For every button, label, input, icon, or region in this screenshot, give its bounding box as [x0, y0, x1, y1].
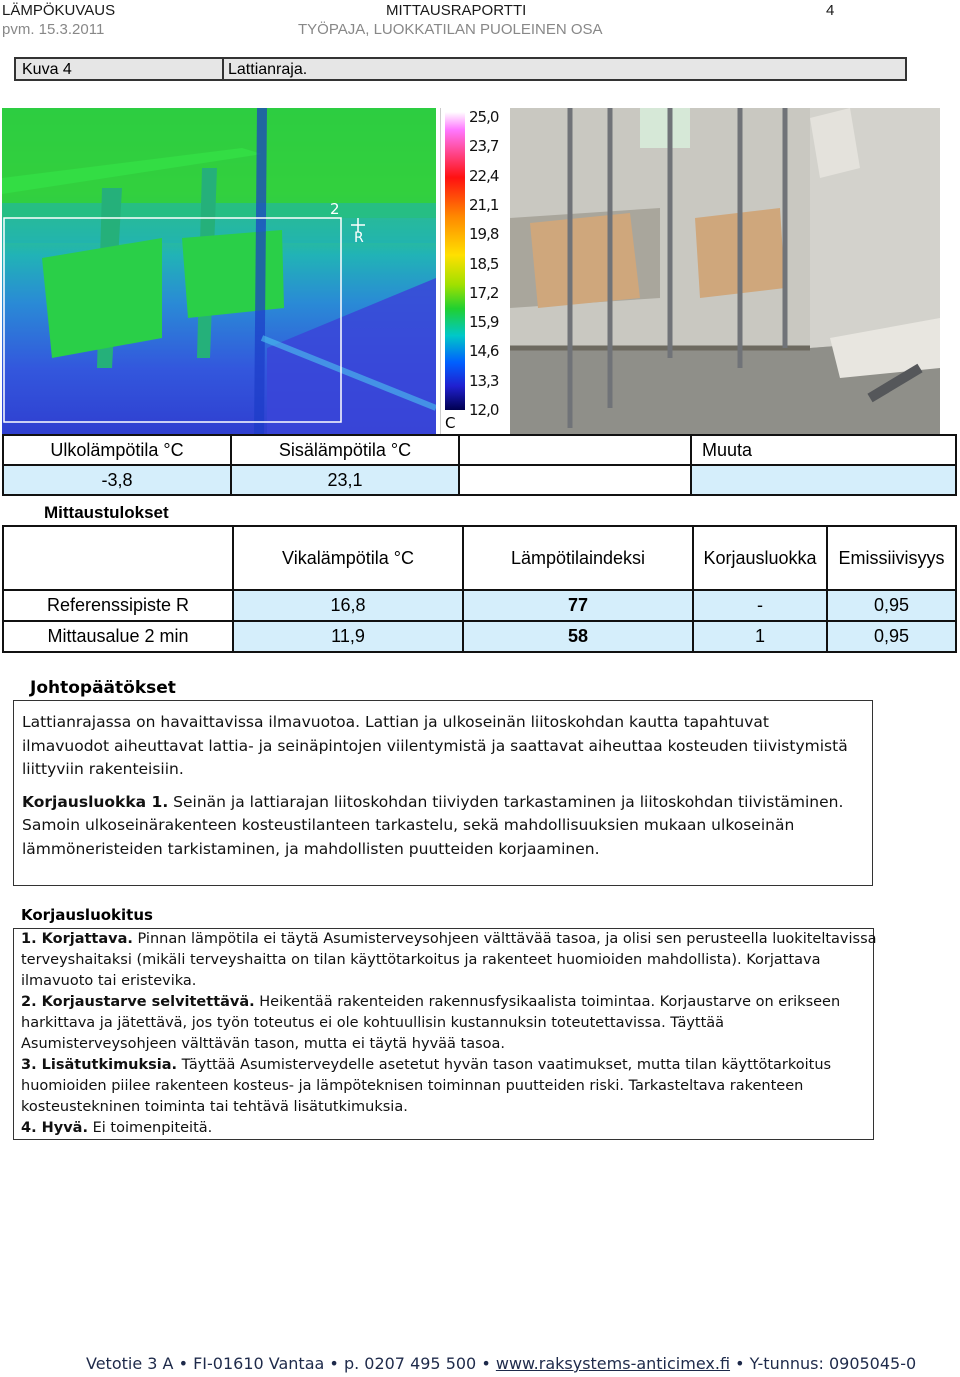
- conclusion-line: ilmavuodot aiheuttavat lattia- ja seinäpintojen viilentymistä ja saattavat aiheuttaa kosteuden tiivistymistä: [22, 736, 848, 755]
- caption-divider: [222, 59, 224, 79]
- repair-class-label: Korjausluokka 1.: [22, 792, 169, 811]
- conclusion-line: Lattianrajassa on havaittavissa ilmavuotoa. Lattian ja ulkoseinän liitoskohdan kautta tapahtuvat: [22, 713, 769, 731]
- footer-bullet: •: [481, 1354, 491, 1373]
- results-table: [2, 525, 957, 653]
- outdoor-temp-value: -3,8: [3, 465, 231, 495]
- color-scale-bar: [445, 112, 465, 410]
- class-line: huomioiden piilee rakenteen kosteus- ja lämpöteknisen toiminnan puutteiden riski. Tarkasteltava rakenteen: [21, 1078, 804, 1094]
- class-3-label: 3. Lisätutkimuksia.: [21, 1057, 178, 1073]
- report-subtitle: TYÖPAJA, LUOKKATILAN PUOLEINEN OSA: [298, 21, 603, 38]
- empty-header-cell: [459, 435, 691, 465]
- outdoor-temp-header: Ulkolämpötila °C: [3, 435, 231, 465]
- page-number: 4: [826, 2, 835, 19]
- reference-photo: [510, 108, 940, 434]
- class-2-label: 2. Korjaustarve selvitettävä.: [21, 994, 255, 1010]
- footer-bullet: •: [735, 1354, 745, 1373]
- indoor-temp-value: 23,1: [231, 465, 459, 495]
- table-row: [3, 590, 956, 621]
- scale-tick-label: 14,6: [469, 342, 499, 361]
- row-name: Mittausalue 2 min: [3, 621, 233, 652]
- other-header: Muuta: [691, 435, 956, 465]
- footer-bullet: •: [329, 1354, 339, 1373]
- scale-tick-label: 13,3: [469, 371, 499, 390]
- figure-caption: [14, 57, 907, 81]
- temp-index-value: 58: [463, 621, 693, 652]
- reference-photo-graphic: [510, 108, 940, 434]
- conclusion-line: liittyviin rakenteisiin.: [22, 760, 184, 778]
- footer-business-id: Y-tunnus: 0905045-0: [749, 1354, 917, 1373]
- emissivity-value: 0,95: [827, 590, 956, 621]
- row-name: Referenssipiste R: [3, 590, 233, 621]
- scale-tick-label: 22,4: [469, 166, 499, 185]
- class-line: Pinnan lämpötila ei täytä Asumisterveysohjeen välttävää tasoa, ja olisi sen perusteella luokiteltavissa: [132, 931, 877, 947]
- results-corner-cell: [3, 526, 233, 590]
- class-line: harkittava ja jätettävä, jos työn toteutus ei ole kohtuullisin kustannuksin toteutettavissa. Täyttää: [21, 1015, 725, 1031]
- results-title: Mittaustulokset: [44, 503, 169, 522]
- classification-title: Korjausluokitus: [21, 906, 153, 924]
- footer-bullet: •: [178, 1354, 188, 1373]
- class-line: Asumisterveysohjeen välttävän tason, mutta ei täytä hyvää tasoa.: [21, 1036, 506, 1052]
- footer-address: Vetotie 3 A: [86, 1354, 174, 1373]
- fault-temp-value: 16,8: [233, 590, 463, 621]
- empty-value-cell: [459, 465, 691, 495]
- footer: [86, 1354, 916, 1373]
- class-line: kosteustekninen toiminta tai tehtävä lisätutkimuksia.: [21, 1099, 408, 1115]
- indoor-temp-header: Sisälämpötila °C: [231, 435, 459, 465]
- scale-tick-label: 15,9: [469, 313, 499, 332]
- scale-tick-label: 21,1: [469, 195, 499, 214]
- temperature-scale: [440, 108, 509, 434]
- scale-tick-label: 25,0: [469, 108, 499, 126]
- repair-class-value: 1: [693, 621, 827, 652]
- fault-temp-header: Vikalämpötila °C: [233, 526, 463, 590]
- conclusions-box: [13, 700, 873, 886]
- thermal-image: [2, 108, 436, 434]
- conclusions-text: [22, 711, 848, 861]
- classification-box: [13, 928, 877, 1140]
- repair-class-value: -: [693, 590, 827, 621]
- class-line: terveyshaitaksi (mikäli terveyshaitta on tilan käyttötarkoitus ja rakenteet huomioiden mahdollista). Korjattava: [21, 952, 821, 968]
- scale-tick-label: 17,2: [469, 283, 499, 302]
- other-value: [691, 465, 956, 495]
- emissivity-header: Emissiivisyys: [827, 526, 956, 590]
- thermal-image-graphic: [2, 108, 436, 434]
- footer-phone: p. 0207 495 500: [343, 1354, 477, 1373]
- footer-city: FI-01610 Vantaa: [193, 1354, 325, 1373]
- marker-r-label: R: [354, 230, 364, 246]
- marker-2-label: 2: [330, 200, 340, 218]
- temp-index-header: Lämpötilaindeksi: [463, 526, 693, 590]
- classification-text: [21, 929, 877, 1139]
- conclusion-line: Seinän ja lattiarajan liitoskohdan tiiviyden tarkastaminen ja liitoskohdan tiivistäminen.: [168, 792, 844, 811]
- report-title: MITTAUSRAPORTTI: [386, 2, 527, 19]
- class-line: Ei toimenpiteitä.: [87, 1120, 213, 1136]
- report-date: pvm. 15.3.2011: [2, 21, 105, 38]
- scale-tick-label: 12,0: [469, 401, 499, 419]
- class-line: ilmavuoto tai eristevika.: [21, 973, 197, 989]
- report-type: LÄMPÖKUVAUS: [2, 2, 116, 19]
- scale-tick-label: 18,5: [469, 254, 499, 273]
- temp-index-value: 77: [463, 590, 693, 621]
- table-row: [3, 621, 956, 652]
- conclusion-line: Samoin ulkoseinärakenteen kosteustilanteen tarkastelu, sekä mahdollisuuksien mukaan ulkoseinän: [22, 816, 795, 834]
- conclusion-line: lämmöneristeiden tarkistaminen, ja mahdollisten puutteiden korjaaminen.: [22, 839, 600, 858]
- scale-unit: C: [445, 414, 456, 432]
- class-line: Täyttää Asumisterveydelle asetetut hyvän tason vaatimukset, mutta tilan käyttötarkoitus: [177, 1057, 832, 1073]
- figure-label: Kuva 4: [22, 61, 72, 78]
- emissivity-value: 0,95: [827, 621, 956, 652]
- fault-temp-value: 11,9: [233, 621, 463, 652]
- class-4-label: 4. Hyvä.: [21, 1120, 88, 1136]
- conditions-table: [2, 434, 957, 496]
- conclusions-title: Johtopäätökset: [30, 678, 176, 698]
- repair-class-header: Korjausluokka: [693, 526, 827, 590]
- scale-tick-label: 19,8: [469, 225, 499, 244]
- scale-tick-label: 23,7: [469, 137, 499, 156]
- class-1-label: 1. Korjattava.: [21, 931, 133, 947]
- class-line: Heikentää rakenteiden rakennusfysikaalista toimintaa. Korjaustarve on erikseen: [254, 994, 841, 1010]
- figure-title: Lattianraja.: [228, 61, 308, 78]
- footer-website-link[interactable]: www.raksystems-anticimex.fi: [495, 1354, 731, 1373]
